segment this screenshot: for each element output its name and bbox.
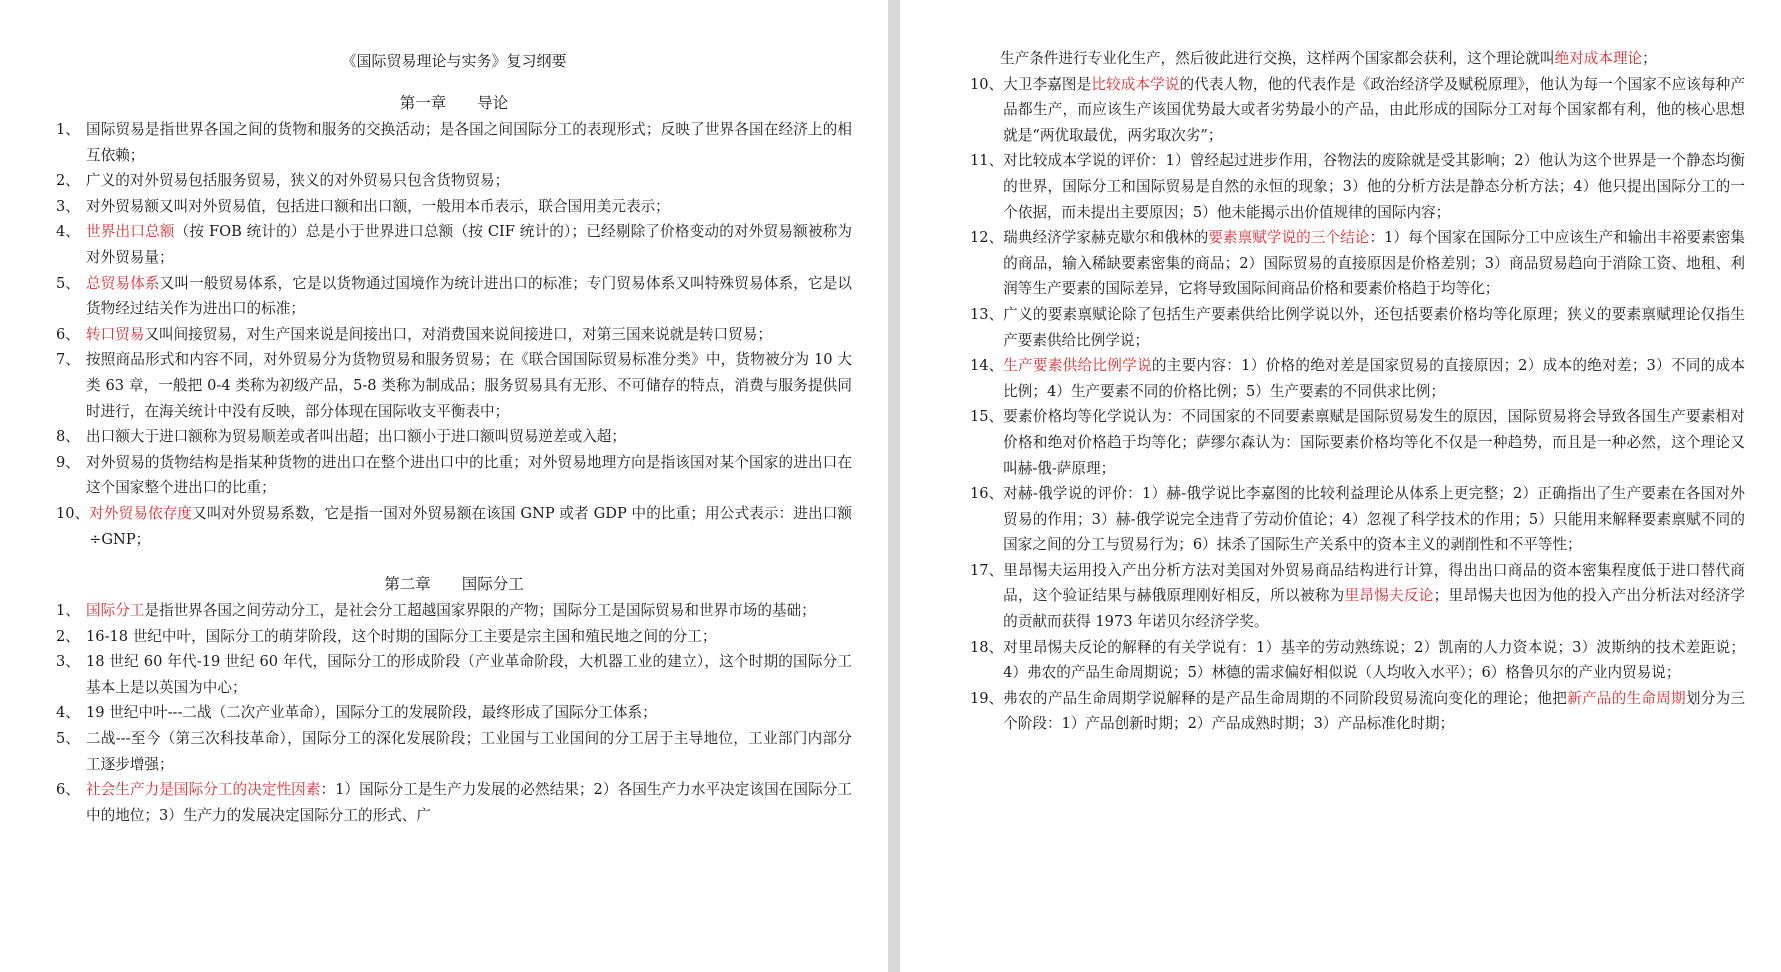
list-item: [970, 225, 1745, 302]
item-number: 10、: [56, 504, 90, 522]
item-text: [1003, 148, 1745, 225]
item-text-lead: 国际贸易是指世界各国之间的货物和服务的交换活动；是各国之间国际分工的表现形式；反映了世界各国在经济上的相互依赖；: [86, 121, 852, 164]
item-highlight: 世界出口总额: [86, 223, 175, 241]
item-text-lead: 广义的对外贸易包括服务贸易，狭义的对外贸易只包含货物贸易；: [86, 172, 510, 190]
item-text-tail: ：1）每个国家在国际分工中应该生产和输出丰裕要素密集的商品，输入稀缺要素密集的商品；2）国际贸易的直接原因是价格差别；3）商品贸易趋向于消除工资、地租、利润等生产要素的国际差异，它将导致国际间商品价格和要素价格趋于均等化；: [1003, 229, 1745, 298]
item-text: [86, 168, 852, 194]
document-page-right: [900, 0, 1781, 972]
document-title: 《国际贸易理论与实务》复习纲要: [341, 52, 567, 70]
item-text-lead: 二战---至今（第三次科技革命），国际分工的深化发展阶段；工业国与工业国间的分工居于主导地位，工业部门内部分工逐步增强；: [86, 730, 852, 773]
item-number: 1、: [56, 121, 80, 138]
list-item: [56, 777, 852, 828]
chapter-2-list: [56, 598, 852, 828]
list-item: [56, 168, 852, 194]
item-text-tail: （按 FOB 统计的）总是小于世界进口总额（按 CIF 统计的）；已经剔除了价格变动的对外贸易额被称为对外贸易量；: [86, 223, 852, 266]
item-text: [86, 117, 852, 168]
item-text-lead: 对外贸易的货物结构是指某种货物的进出口在整个进出口中的比重；对外贸易地理方向是指该国对某个国家的进出口在这个国家整个进出口的比重；: [86, 453, 852, 497]
item-number: 12、: [970, 229, 1004, 247]
continued-paragraph: [970, 46, 1745, 72]
item-text-tail: 的主要内容：1）价格的绝对差是国家贸易的直接原因；2）成本的绝对差；3）不同的成本比例；4）生产要素不同的价格比例；5）生产要素的不同供求比例；: [1003, 357, 1745, 400]
item-text-tail: 划分为三个阶段：1）产品创新时期；2）产品成熟时期；3）产品标准化时期；: [1003, 689, 1745, 733]
chapter-1-list: [56, 117, 852, 552]
item-text: [1003, 225, 1745, 302]
item-text-tail: ：1）国际分工是生产力发展的必然结果；2）各国生产力水平决定该国在国际分工中的地位；3）生产力的发展决定国际分工的形式、广: [86, 781, 852, 824]
list-item: [56, 424, 852, 450]
list-item: [56, 624, 852, 650]
item-text-lead: 19 世纪中叶---二战（二次产业革命），国际分工的发展阶段，最终形成了国际分工体系；: [86, 704, 657, 722]
item-text: [1003, 72, 1745, 149]
item-highlight: 要素禀赋学说的三个结论: [1208, 229, 1370, 247]
chapter-2-title: 第二章 国际分工: [384, 575, 524, 594]
list-item: [970, 302, 1745, 353]
item-text-lead: 里昂惕夫运用投入产出分析方法对美国对外贸易商品结构进行计算，得出出口商品的资本密集程度低于进口替代商品，这个验证结果与赫俄原理刚好相反，所以被称为: [1003, 561, 1745, 605]
item-text-lead: 按照商品形式和内容不同，对外贸易分为货物贸易和服务贸易；在《联合国国际贸易标准分类》中，货物被分为 10 大类 63 章，一般把 0-4 类称为初级产品，5-8 类称为制成品；服务贸易具有无形、不可储存的特点，消费与服务提供同时进行，在海关统计中没有反映，部分体现在国际收支平衡表中；: [86, 351, 852, 420]
item-number: 8、: [56, 428, 80, 446]
item-text-lead: 要素价格均等化学说认为：不同国家的不同要素禀赋是国际贸易发生的原因，国际贸易将会导致各国生产要素相对价格和绝对价格趋于均等化；萨缪尔森认为：国际要素价格均等化不仅是一种趋势，而且是一种必然，这个理论又叫赫-俄-萨原理；: [1003, 408, 1745, 477]
document-page-left: [0, 0, 888, 972]
item-text: [1003, 481, 1745, 558]
item-number: 10、: [970, 75, 1004, 93]
list-item: [970, 404, 1745, 481]
list-item: [56, 271, 852, 322]
list-item: [56, 726, 852, 777]
item-number: 9、: [56, 453, 80, 471]
item-text: [1003, 404, 1745, 481]
list-item: [56, 450, 852, 501]
item-text-lead: 弗农的产品生命周期学说解释的是产品生命周期的不同阶段贸易流向变化的理论；他把: [1003, 689, 1568, 707]
item-text-lead: 出口额大于进口额称为贸易顺差或者叫出超；出口额小于进口额叫贸易逆差或入超；: [86, 428, 626, 446]
item-text-lead: 对里昂惕夫反论的解释的有关学说有：1）基辛的劳动熟练说；2）凯南的人力资本说；3）波斯纳的技术差距说；4）弗农的产品生命周期说；5）林德的需求偏好相似说（人均收入水平）；6）格鲁贝尔的产业内贸易说；: [1003, 638, 1745, 682]
continued-highlight: 绝对成本理论: [1554, 50, 1643, 67]
item-text-lead: 广义的要素禀赋论除了包括生产要素供给比例学说以外，还包括要素价格均等化原理；狭义的要素禀赋理论仅指生产要素供给比例学说；: [1003, 305, 1745, 349]
chapter-1-title: 第一章 导论: [399, 94, 509, 112]
item-highlight: 新产品的生命周期: [1567, 689, 1686, 707]
item-text: [86, 726, 852, 777]
list-item: [970, 635, 1745, 686]
list-item: [970, 72, 1745, 149]
list-item: [970, 558, 1745, 635]
item-text: [86, 219, 852, 270]
item-highlight: 里昂惕夫反论: [1344, 587, 1434, 605]
item-number: 6、: [56, 781, 80, 799]
item-number: 3、: [56, 197, 80, 215]
item-text: [86, 424, 852, 450]
item-number: 5、: [56, 274, 80, 292]
item-text: [89, 501, 852, 552]
item-text: [86, 347, 852, 424]
list-item: [56, 194, 852, 220]
item-text: [86, 624, 852, 650]
list-item: [970, 148, 1745, 225]
item-number: 17、: [970, 561, 1004, 579]
item-text: [86, 700, 852, 726]
item-number: 4、: [56, 704, 80, 722]
item-highlight: 转口贸易: [86, 325, 145, 343]
item-number: 18、: [970, 638, 1004, 656]
item-number: 5、: [56, 730, 80, 748]
right-page-list: [970, 72, 1745, 737]
item-highlight: 对外贸易依存度: [89, 504, 193, 522]
item-number: 14、: [970, 357, 1004, 375]
item-number: 1、: [56, 602, 80, 620]
list-item: [56, 219, 852, 270]
list-item: [56, 598, 852, 624]
item-text-lead: 对赫-俄学说的评价：1）赫-俄学说比李嘉图的比较利益理论从体系上更完整；2）正确指出了生产要素在各国对外贸易的作用；3）赫-俄学说完全违背了劳动价值论；4）忽视了科学技术的作用；5）只能用来解释要素禀赋不同的国家之间的分工与贸易行为；6）抹杀了国际生产关系中的资本主义的剥削性和不平等性；: [1003, 485, 1745, 554]
item-text-lead: 18 世纪 60 年代-19 世纪 60 年代，国际分工的形成阶段（产业革命阶段，大机器工业的建立），这个时期的国际分工基本上是以英国为中心；: [86, 653, 852, 696]
item-highlight: 比较成本学说: [1091, 75, 1180, 93]
item-text: [86, 271, 852, 322]
item-number: 4、: [56, 223, 80, 241]
list-item: [970, 686, 1745, 737]
item-text: [86, 598, 852, 624]
list-item: [56, 322, 852, 348]
item-number: 3、: [56, 653, 80, 671]
page-gutter: [888, 0, 900, 972]
item-number: 7、: [56, 351, 80, 369]
list-item: [56, 501, 852, 552]
list-item: [970, 481, 1745, 558]
list-item: [56, 347, 852, 424]
item-text: [1003, 635, 1745, 686]
item-text: [86, 194, 852, 220]
item-number: 13、: [970, 305, 1004, 323]
item-text: [1003, 353, 1745, 404]
item-text: [1003, 558, 1745, 635]
continued-text: 生产条件进行专业化生产，然后彼此进行交换，这样两个国家都会获利，这个理论就叫: [1000, 50, 1555, 67]
item-number: 6、: [56, 325, 80, 343]
item-text-tail: 的代表人物，他的代表作是《政治经济学及赋税原理》，他认为每一个国家不应该每种产品都生产，而应该生产该国优势最大或者劣势最小的产品，由此形成的国际分工对每个国家都有利，他的核心思想就是“两优取最优，两劣取次劣”；: [1003, 75, 1745, 144]
item-text: [86, 649, 852, 700]
item-number: 19、: [970, 689, 1004, 707]
list-item: [56, 117, 852, 168]
item-text: [86, 450, 852, 501]
item-number: 16、: [970, 485, 1004, 503]
item-highlight: 总贸易体系: [86, 274, 160, 292]
item-text-tail: 又叫对外贸易系数，它是指一国对外贸易额在该国 GNP 或者 GDP 中的比重；用公式表示：进出口额÷GNP；: [89, 504, 852, 548]
item-text: [1003, 302, 1745, 353]
item-number: 2、: [56, 627, 80, 645]
item-text-tail: 又叫一般贸易体系，它是以货物通过国境作为统计进出口的标准；专门贸易体系又叫特殊贸易体系，它是以货物经过结关作为进出口的标准；: [86, 274, 852, 318]
list-item: [56, 700, 852, 726]
item-number: 15、: [970, 408, 1004, 426]
item-highlight: 生产要素供给比例学说: [1003, 357, 1152, 375]
item-text-lead: 16-18 世纪中叶，国际分工的萌芽阶段，这个时期的国际分工主要是宗主国和殖民地之间的分工；: [86, 627, 717, 645]
continued-tail: ；: [1642, 50, 1657, 67]
item-text-lead: 瑞典经济学家赫克歇尔和俄林的: [1003, 229, 1209, 247]
item-number: 11、: [970, 152, 1004, 170]
item-text-tail: 是指世界各国之间劳动分工，是社会分工超越国家界限的产物；国际分工是国际贸易和世界市场的基础；: [144, 602, 816, 620]
item-number: 2、: [56, 172, 80, 190]
item-text-lead: 对比较成本学说的评价：1）曾经起过进步作用，谷物法的废除就是受其影响；2）他认为这个世界是一个静态均衡的世界，国际分工和国际贸易是自然的永恒的现象；3）他的分析方法是静态分析方法；4）他只提出国际分工的一个依据，而未提出主要原因；5）他未能揭示出价值规律的国际内容；: [1003, 152, 1745, 221]
item-text: [86, 322, 852, 348]
item-highlight: 国际分工: [86, 602, 145, 620]
item-text-lead: 对外贸易额又叫对外贸易值，包括进口额和出口额，一般用本币表示，联合国用美元表示；: [86, 197, 670, 215]
item-text-lead: 大卫李嘉图是: [1003, 75, 1092, 93]
item-text-tail: ；里昂惕夫也因为他的投入产出分析法对经济学的贡献而获得 1973 年诺贝尔经济学奖。: [1003, 587, 1745, 631]
item-text: [86, 777, 852, 828]
list-item: [970, 353, 1745, 404]
item-text-tail: 又叫间接贸易，对生产国来说是间接出口，对消费国来说间接进口，对第三国来说就是转口贸易；: [144, 325, 772, 343]
item-text: [1003, 686, 1745, 737]
item-highlight: 社会生产力是国际分工的决定性因素: [86, 781, 321, 799]
list-item: [56, 649, 852, 700]
